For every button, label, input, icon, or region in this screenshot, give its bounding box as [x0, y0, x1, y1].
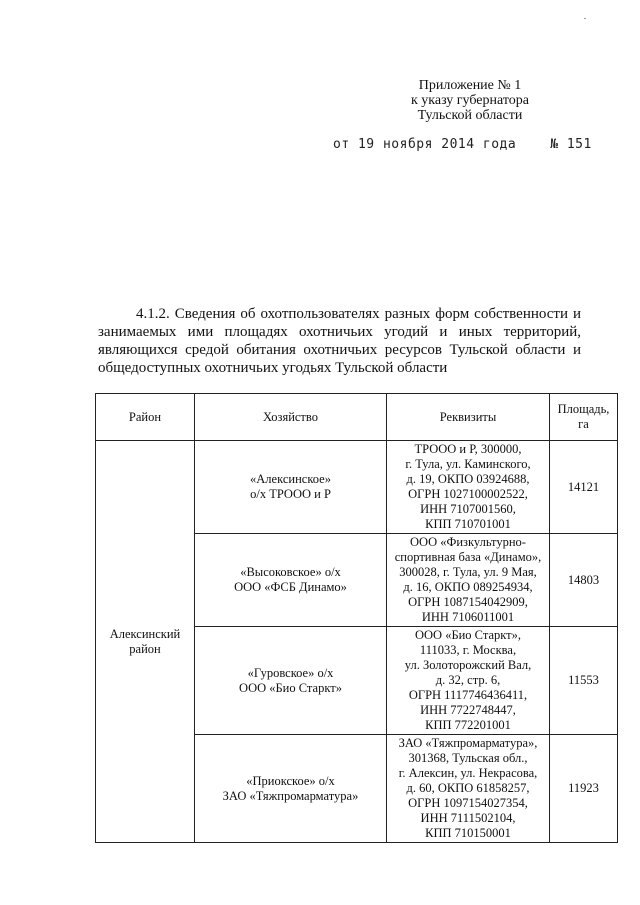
requisites-line: ИНН 7111502104,	[420, 811, 516, 825]
farm-cell	[195, 534, 387, 627]
requisites-line: ТРООО и Р, 300000,	[414, 442, 522, 456]
decree-date: от 19 ноября 2014 года	[333, 137, 517, 152]
requisites-line: г. Тула, ул. Каминского,	[405, 457, 531, 471]
requisites-line: ОГРН 1027100002522,	[408, 487, 528, 501]
farm-line: ООО «Био Старкт»	[239, 680, 342, 695]
requisites-line: ИНН 7106011001	[421, 610, 515, 624]
area-cell: 14803	[550, 534, 618, 627]
requisites-line: ОГРН 1087154042909,	[408, 595, 528, 609]
farm-line: «Гуровское» о/х	[247, 665, 334, 680]
requisites-line: 300028, г. Тула, ул. 9 Мая,	[399, 565, 537, 579]
district-cell	[96, 441, 195, 843]
farm-line: ЗАО «Тяжпромарматура»	[222, 788, 359, 803]
requisites-line: 111033, г. Москва,	[419, 643, 517, 657]
requisites-cell	[387, 735, 550, 843]
farm-cell	[195, 627, 387, 735]
requisites-line: д. 19, ОКПО 03924688,	[406, 472, 530, 486]
requisites-line: ИНН 7107001560,	[420, 502, 516, 516]
farm-line: «Приокское» о/х	[246, 773, 335, 788]
requisites-line: ООО «Физкультурно-	[410, 535, 526, 549]
header-district: Район	[96, 394, 195, 441]
requisites-line: 301368, Тульская обл.,	[408, 751, 528, 765]
requisites-line: спортивная база «Динамо»,	[394, 550, 542, 564]
appendix-header	[360, 78, 580, 123]
requisites-line: г. Алексин, ул. Некрасова,	[398, 766, 538, 780]
farm-line: о/х ТРООО и Р	[250, 487, 331, 501]
requisites-line: д. 16, ОКПО 089254934,	[403, 580, 533, 594]
district-line: район	[129, 641, 161, 656]
requisites-line: КПП 710701001	[425, 517, 511, 531]
farm-line: ООО «ФСБ Динамо»	[234, 580, 347, 594]
section-heading: 4.1.2. Сведения об охотпользователях разных форм собственности и занимаемых ими площадях охотничьих угодий и иных территорий, являющихся средой обитания охотничьих ресурсов Тульской области и общедоступных охотничьих угодьях Тульской области	[98, 306, 581, 376]
requisites-line: КПП 710150001	[425, 826, 511, 840]
requisites-cell	[387, 441, 550, 534]
requisites-line: ОГРН 1097154027354,	[408, 796, 528, 810]
requisites-line: д. 60, ОКПО 61858257,	[406, 781, 530, 795]
requisites-line: ул. Золоторожский Вал,	[404, 658, 532, 672]
requisites-line: д. 32, стр. 6,	[435, 673, 501, 687]
scan-speck	[584, 18, 586, 19]
requisites-cell	[387, 534, 550, 627]
requisites-line: ЗАО «Тяжпромарматура»,	[398, 736, 538, 750]
area-cell: 11553	[550, 627, 618, 735]
requisites-line: ОГРН 1117746436411,	[408, 688, 528, 702]
header-farm: Хозяйство	[195, 394, 387, 441]
header-requisites: Реквизиты	[387, 394, 550, 441]
requisites-line: ООО «Био Старкт»,	[414, 628, 522, 642]
table-row	[96, 441, 618, 534]
farm-cell	[195, 441, 387, 534]
header-area: Площадь, га	[550, 394, 618, 441]
requisites-cell	[387, 627, 550, 735]
farm-cell	[195, 735, 387, 843]
appendix-line-3: Тульской области	[417, 108, 523, 123]
appendix-line-2: к указу губернатора	[410, 93, 530, 108]
decree-number: № 151	[550, 137, 592, 152]
decree-date-number	[333, 137, 592, 152]
farm-line: «Высоковское» о/х	[240, 565, 341, 579]
farm-line: «Алексинское»	[250, 472, 331, 486]
area-cell: 14121	[550, 441, 618, 534]
table-header-row	[96, 394, 618, 441]
requisites-line: ИНН 7722748447,	[420, 703, 516, 717]
appendix-line-1: Приложение № 1	[418, 78, 522, 93]
hunting-users-table	[95, 393, 618, 843]
requisites-line: КПП 772201001	[425, 718, 511, 732]
district-line: Алексинский	[109, 626, 181, 641]
area-cell: 11923	[550, 735, 618, 843]
